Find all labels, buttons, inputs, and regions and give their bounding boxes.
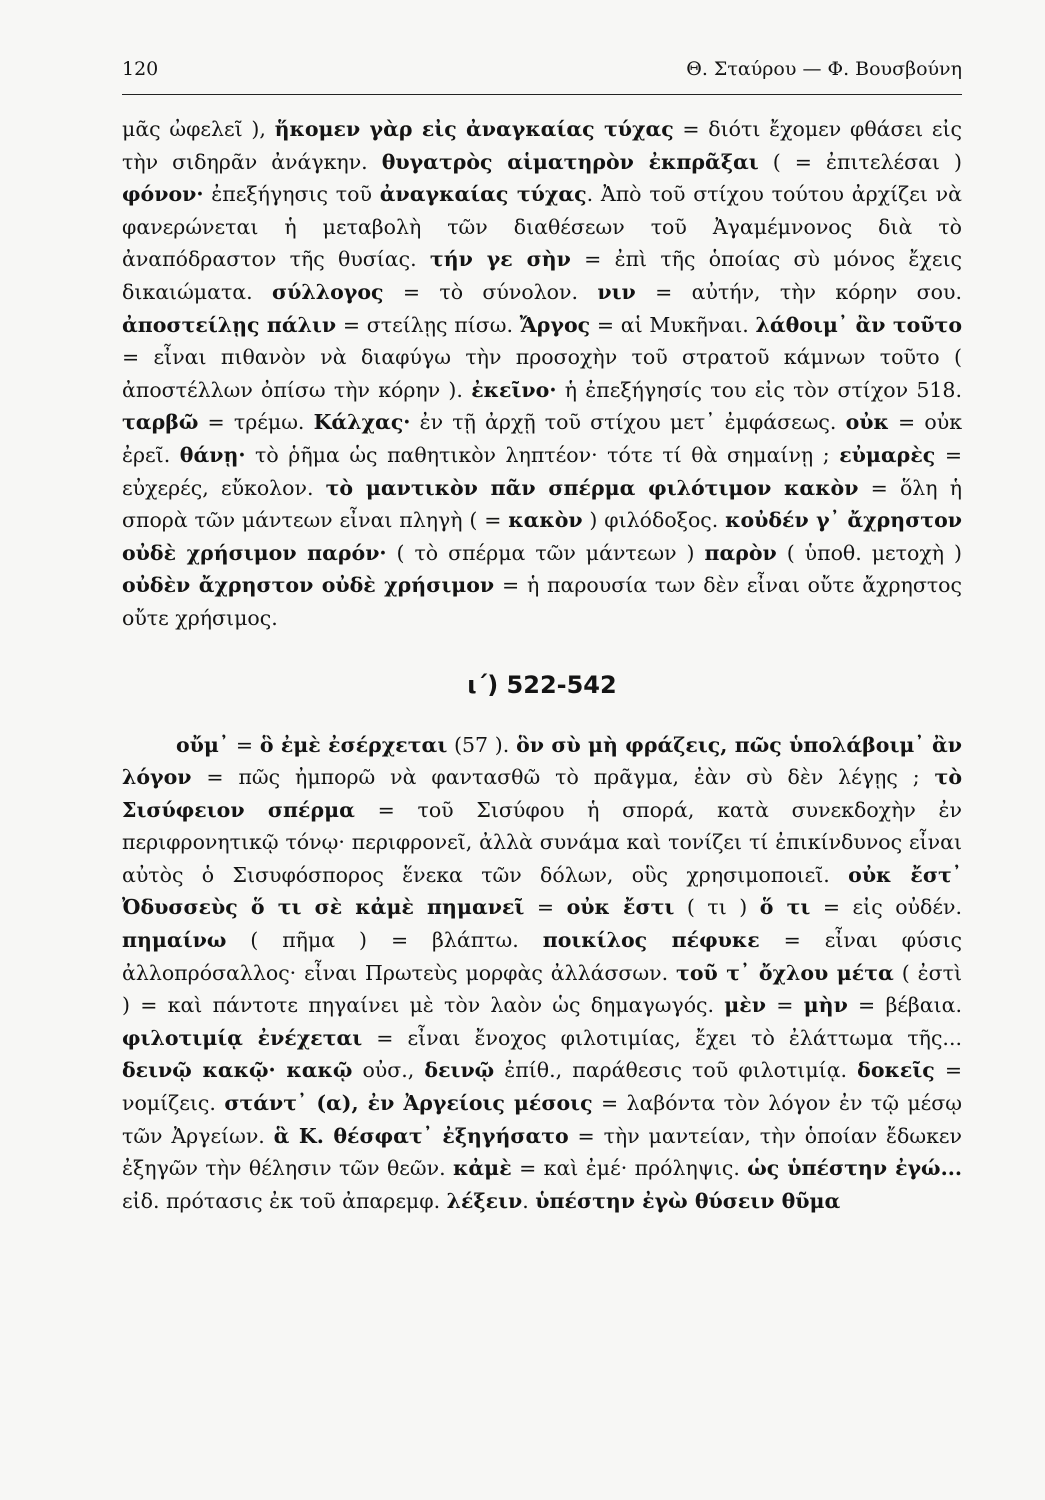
gloss-text: εἰδ. πρότασις ἐκ τοῦ ἀπαρεμφ. [122,1188,447,1213]
gloss-text: (57 ). [447,732,517,757]
gloss-text: = [229,732,260,757]
lemma-term: Ἄργος [519,312,591,337]
gloss-text: = ὅλη ἡ σπορὰ τῶν μάντεων εἶναι πληγὴ ( = [122,475,962,533]
gloss-text: = οὐκ ἐρεῖ. [122,410,963,467]
gloss-text: = [766,993,804,1018]
lemma-term: μὲν [724,993,766,1018]
book-page [122,58,962,1217]
lemma-term: κἀμὲ [453,1156,512,1181]
lemma-term: ἐκεῖνο· [471,377,557,402]
gloss-text: = λαβόντα τὸν λόγον ἐν τῷ μέσῳ τῶν Ἀργείων. [122,1091,962,1148]
lemma-term: οὐκ [845,410,889,435]
gloss-text: ( τὸ σπέρμα τῶν μάντεων ) [386,540,705,565]
gloss-text: = τὸ σύνολον. [383,279,598,304]
lemma-term: φιλοτιμίᾳ ἐνέχεται [122,1025,363,1050]
gloss-text: ( τι ) [674,895,760,920]
running-header [122,58,962,88]
gloss-text: ἐν τῇ ἀρχῇ τοῦ στίχου μετ᾽ ἐμφάσεως. [410,410,846,435]
lemma-term: φόνον· [122,182,204,207]
commentary-paragraph-1 [122,113,962,635]
gloss-text: = αὐτήν, τὴν κόρην σου. [635,279,963,304]
lemma-term: δοκεῖς [857,1058,935,1083]
lemma-term: στάντ᾽ (α), ἐν Ἀργείοις μέσοις [224,1091,593,1116]
page-number: 120 [122,58,159,80]
lemma-term: ἃ Κ. θέσφατ᾽ ἐξηγήσατο [273,1123,569,1148]
gloss-text: = εὐχερές, εὔκολον. [122,442,962,500]
lemma-term: ἀποστείλῃς πάλιν [122,312,337,337]
lemma-term: ὑπέστην ἐγὼ θύσειν θῦμα [535,1188,841,1213]
lemma-term: λέξειν [446,1188,523,1213]
gloss-text: = διότι ἔχομεν φθάσει εἰς τὴν σιδηρᾶν ἀνάγκην. [122,117,962,174]
gloss-text: = εἰς οὐδέν. [810,895,962,920]
lemma-term: λάθοιμ᾽ ἂν τοῦτο [755,312,963,337]
gloss-text: ( ὑποθ. μετοχὴ ) [776,540,962,565]
gloss-text: = τὴν μαντείαν, τὴν ὁποίαν ἔδωκεν ἐξηγῶν τὴν θέλησιν τῶν θεῶν. [122,1123,963,1181]
lemma-term: ποικίλος πέφυκε [542,928,760,953]
lemma-term: κοὐδέν γ᾽ ἄχρηστον οὐδὲ χρήσιμον παρόν· [122,508,962,565]
lemma-term: τοῦ τ᾽ ὄχλου μέτα [676,960,894,985]
lemma-term: κακὸν [508,508,583,533]
lemma-term: ὅ τι [759,895,811,920]
gloss-text: = πῶς ἠμπορῶ νὰ φαντασθῶ τὸ πρᾶγμα, ἐὰν σὺ δὲν λέγῃς ; [191,765,935,790]
lemma-term: δεινῷ [424,1058,495,1083]
lemma-term: εὐμαρὲς [839,442,936,467]
lemma-term: δεινῷ κακῷ· κακῷ [122,1058,353,1083]
gloss-text: τὸ ῥῆμα ὡς παθητικὸν ληπτέον· τότε τί θὰ σημαίνῃ ; [245,442,840,467]
gloss-text: = ἐπὶ τῆς ὁποίας σὺ μόνος ἔχεις δικαιώματα. [122,247,962,304]
header-rule [122,94,962,95]
lemma-term: θάνῃ· [179,442,246,467]
gloss-text: ( ἐστὶ ) = καὶ πάντοτε πηγαίνει μὲ τὸν λαὸν ὡς δημαγωγός. [122,960,962,1018]
lemma-term: σύλλογος [272,279,384,304]
gloss-text: = εἶναι πιθανὸν νὰ διαφύγω τὴν προσοχὴν τοῦ στρατοῦ κάμνων τοῦτο ( ἀποστέλλων ὀπίσω τὴν κόρην ). [122,345,962,402]
lemma-term: τὸ μαντικὸν πᾶν σπέρμα φιλότιμον κακὸν [325,475,859,500]
lemma-term: οὐδὲν ἄχρηστον οὐδὲ χρήσιμον [122,573,495,598]
lemma-term: ὡς ὑπέστην ἐγώ... [747,1156,962,1181]
gloss-text: ἐπίθ., παράθεσις τοῦ φιλοτιμίᾳ. [494,1058,858,1083]
commentary-paragraph-2 [122,729,962,1218]
gloss-text: = καὶ ἐμέ· πρόληψις. [511,1156,748,1181]
gloss-text: οὐσ., [352,1058,425,1083]
lemma-term: οὐκ ἔστι [566,895,675,920]
lemma-term: θυγατρὸς αἱματηρὸν ἐκπρᾶξαι [381,149,759,174]
running-head-authors: Θ. Σταύρου — Φ. Βουσβούνη [686,58,962,80]
gloss-text: ) φιλόδοξος. [582,508,726,533]
gloss-text: ἐπεξήγησις τοῦ [203,182,380,207]
gloss-text: = τρέμω. [198,410,314,435]
gloss-text: ( πῆμα ) = βλάπτω. [226,928,543,953]
gloss-text: = εἶναι φύσις ἀλλοπρόσαλλος· εἶναι Πρωτεὺς μορφὰς ἀλλάσσων. [122,928,962,985]
lemma-term: Κάλχας· [313,410,411,435]
gloss-text: . [522,1188,536,1213]
lemma-term: πημαίνω [122,928,227,953]
gloss-text: . Ἀπὸ τοῦ στίχου τούτου ἀρχίζει νὰ φανερώνεται ἡ μεταβολὴ τῶν διαθέσεων τοῦ Ἀγαμέμνονος διὰ τὸ ἀναπόδραστον τῆς θυσίας. [122,182,962,272]
gloss-text: = στείλῃς πίσω. [336,312,520,337]
gloss-text: = βέβαια. [847,993,963,1018]
gloss-text: = ἡ παρουσία των δὲν εἶναι οὔτε ἄχρηστος οὔτε χρήσιμος. [122,573,962,630]
lemma-term: ταρβῶ [122,410,199,435]
gloss-text: = τοῦ Σισύφου ἡ σπορά, κατὰ συνεκδοχὴν ἐν περιφρονητικῷ τόνῳ· περιφρονεῖ, ἀλλὰ συνάμα καὶ τονίζει τί ἐπικίνδυνος εἶναι αὐτὸς ὁ Σισυφόσπορος ἕνεκα τῶν δόλων, οὓς χρησιμοποιεῖ. [122,797,962,887]
lemma-term: οὔμ᾽ [176,732,230,757]
lemma-term: τὸ Σισύφειον σπέρμα [122,765,962,822]
lemma-term: ἥκομεν γὰρ εἰς ἀναγκαίας τύχας [274,117,674,141]
lemma-term: μὴν [803,993,848,1018]
lemma-term: παρὸν [704,540,777,565]
lemma-term: ὃ ἐμὲ ἐσέρχεται [259,732,448,757]
gloss-text: μᾶς ὠφελεῖ ), [122,117,275,141]
gloss-text: = αἱ Μυκῆναι. [590,312,756,337]
lemma-term: τήν γε σὴν [429,247,571,272]
lemma-term: ἀναγκαίας τύχας [379,182,587,207]
gloss-text: = [524,895,567,920]
gloss-text: ( = ἐπιτελέσαι ) [758,149,963,174]
lemma-term: ὃν σὺ μὴ φράζεις, πῶς ὑπολάβοιμ᾽ ἂν λόγον [122,732,962,790]
lemma-term: οὐκ ἔστ᾽ Ὀδυσσεὺς ὅ τι σὲ κἀμὲ πημανεῖ [122,862,962,920]
lemma-term: νιν [597,279,636,304]
section-title: ι΄) 522-542 [467,670,617,699]
gloss-text: = εἶναι ἔνοχος φιλοτιμίας, ἔχει τὸ ἐλάττωμα τῆς... [362,1025,962,1050]
gloss-text: ἡ ἐπεξήγησίς του εἰς τὸν στίχον 518. [556,377,962,402]
gloss-text: = νομίζεις. [122,1058,962,1116]
